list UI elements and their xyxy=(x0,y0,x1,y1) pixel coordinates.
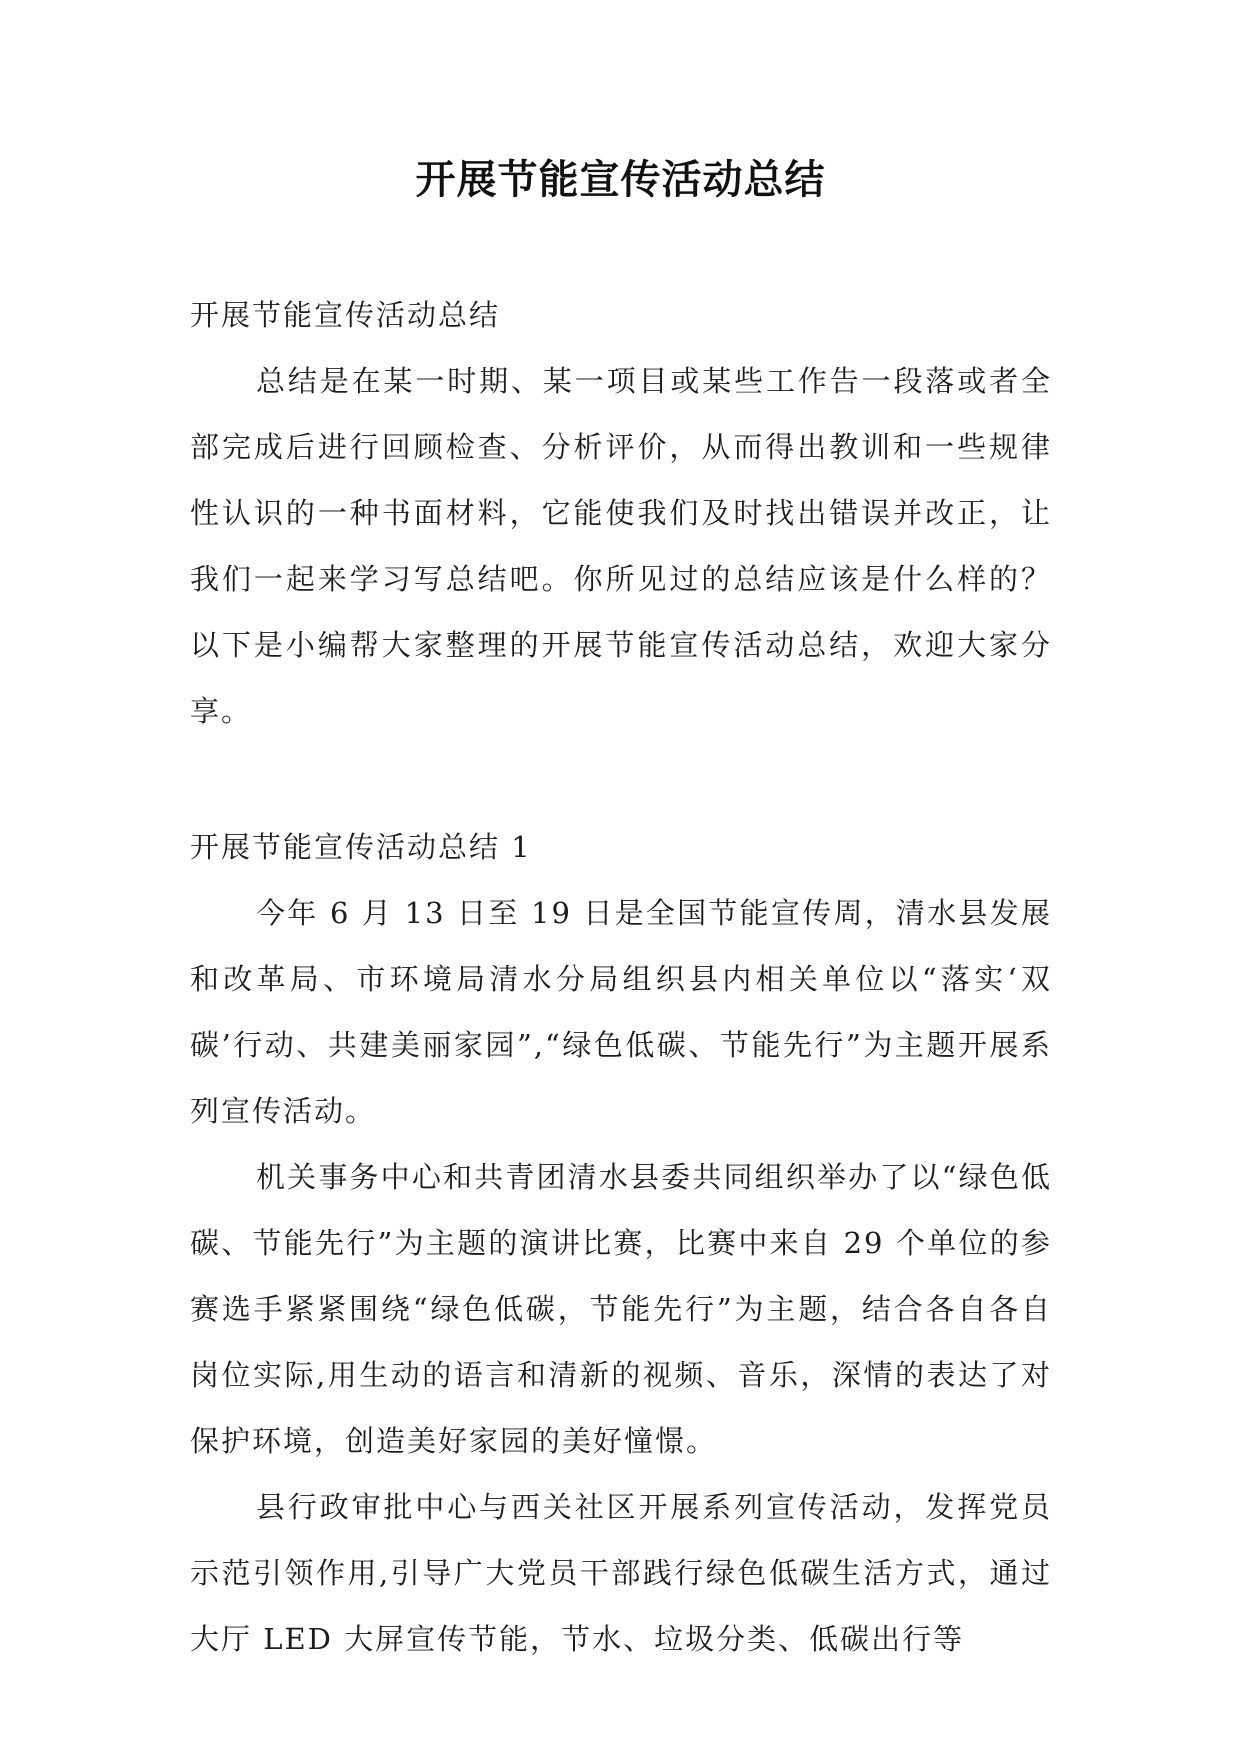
intro-paragraph: 总结是在某一时期、某一项目或某些工作告一段落或者全部完成后进行回顾检查、分析评价，从而得出教训和一些规律性认识的一种书面材料，它能使我们及时找出错误并改正，让我们一起来学习写总结吧。你所见过的总结应该是什么样的？以下是小编帮大家整理的开展节能宣传活动总结，欢迎大家分享。 xyxy=(190,364,1052,728)
section-1-paragraph-2: 机关事务中心和共青团清水县委共同组织举办了以“绿色低碳、节能先行”为主题的演讲比赛，比赛中来自 29 个单位的参赛选手紧紧围绕“绿色低碳，节能先行”为主题，结合各自各自岗位实际,用生动的语言和清新的视频、音乐，深情的表达了对保护环境，创造美好家园的美好憧憬。 xyxy=(190,1160,1052,1458)
section-1-block xyxy=(190,814,1052,1672)
intro-block xyxy=(190,282,1052,744)
section-1-paragraph-1: 今年 6 月 13 日至 19 日是全国节能宣传周，清水县发展和改革局、市环境局清水分局组织县内相关单位以“落实‘双碳’行动、共建美丽家园”,“绿色低碳、节能先行”为主题开展系列宣传活动。 xyxy=(190,896,1052,1128)
section-1-heading: 开展节能宣传活动总结 1 xyxy=(190,830,532,864)
document-title: 开展节能宣传活动总结 xyxy=(415,157,826,203)
section-1-paragraph-3: 县行政审批中心与西关社区开展系列宣传活动，发挥党员示范引领作用,引导广大党员干部践行绿色低碳生活方式，通过大厅 LED 大屏宣传节能，节水、垃圾分类、低碳出行等 xyxy=(190,1490,1052,1656)
intro-heading: 开展节能宣传活动总结 xyxy=(190,298,501,332)
